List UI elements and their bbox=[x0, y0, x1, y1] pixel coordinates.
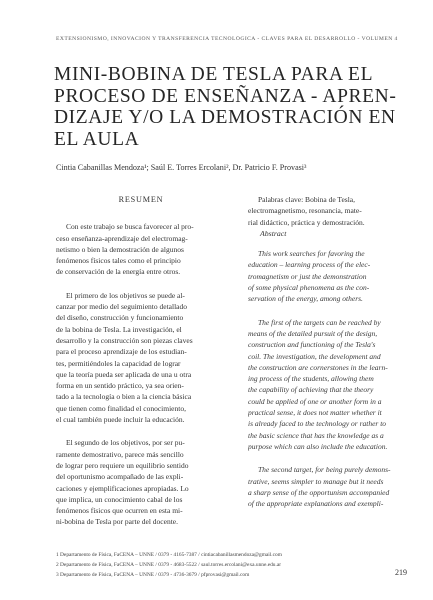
text-line: caciones y ejemplificaciones apropiadas. Lo bbox=[56, 483, 189, 493]
text-line: El segundo de los objetivos, por ser pu- bbox=[66, 438, 185, 448]
text-line: education – learning process of the elec- bbox=[248, 260, 371, 270]
text-line: fenómenos físicos tales como el principio bbox=[56, 256, 181, 266]
text-line: ramente demostrativo, parece más sencillo bbox=[56, 449, 184, 459]
text-line: rial didáctico, práctica y demostración. bbox=[248, 217, 365, 227]
text-line: que la teoría pueda ser aplicada de una u otra bbox=[56, 369, 192, 379]
left-column bbox=[56, 194, 226, 528]
resumen-heading: RESUMEN bbox=[118, 195, 164, 204]
text-line: tromagnetism or just the demonstration bbox=[248, 271, 367, 281]
running-header: EXTENSIONISMO, INNOVACIÓN Y TRANSFERENCIA TECNOLÓGICA - CLAVES PARA EL DESARROLLO - VOLUMEN 4 bbox=[56, 36, 398, 42]
text-line: de conservación de la energía entre otros. bbox=[56, 267, 181, 277]
abstract-paragraph bbox=[248, 248, 416, 304]
footnote: 3 Departamento de Física, FaCENA – UNNE / 0379 - 4736-3679 / pfprovasi@gmail.com bbox=[56, 572, 250, 578]
text-line: means of the detailed pursuit of the design, bbox=[248, 328, 378, 338]
text-line: netismo o bien la demostración de algunos bbox=[56, 244, 184, 254]
resumen-paragraph bbox=[56, 437, 226, 527]
text-line: construction and functioning of the Tesla's bbox=[248, 340, 376, 350]
paper-title bbox=[54, 64, 406, 150]
page-number: 219 bbox=[395, 568, 407, 577]
text-line: The first of the targets can be reached by bbox=[258, 317, 381, 327]
text-line: servation of the energy, among others. bbox=[248, 294, 363, 304]
text-line: ceso enseñanza-aprendizaje del electromag- bbox=[56, 233, 188, 243]
text-line: ing process of the students, allowing them bbox=[248, 374, 374, 384]
text-line: is already faced to the technology or rather to bbox=[248, 419, 387, 429]
title-line: EL AULA bbox=[54, 128, 140, 150]
text-line: fenómenos físicos que ocurren en esta mi- bbox=[56, 506, 183, 516]
text-line: practical sense, it does not matter whether it bbox=[248, 408, 382, 418]
title-line: PROCESO DE ENSEÑANZA - APREN- bbox=[54, 85, 397, 107]
text-line: tes, permitiéndoles la capacidad de lograr bbox=[56, 358, 181, 368]
title-line: MINI-BOBINA DE TESLA PARA EL bbox=[54, 64, 374, 85]
text-line: coil. The investigation, the development and bbox=[248, 351, 381, 361]
abstract-heading: Abstract bbox=[260, 228, 287, 238]
author-list: Cintia Cabanillas Mendoza¹; Saúl E. Torres Ercolani², Dr. Patricio F. Provasi³ bbox=[56, 163, 307, 172]
abstract-paragraph bbox=[248, 464, 416, 509]
text-line: of some physical phenomena as the con- bbox=[248, 283, 370, 293]
text-line: purpose which can also include the education. bbox=[248, 441, 388, 451]
text-line: the basic science that has the knowledge as a bbox=[248, 430, 384, 440]
text-line: que implica, un conocimiento cabal de los bbox=[56, 494, 183, 504]
text-line: que tienen como finalidad el conocimiento, bbox=[56, 403, 186, 413]
text-line: a sharp sense of the opportunism accompanied bbox=[248, 487, 390, 497]
resumen-paragraph bbox=[56, 221, 226, 277]
text-line: El primero de los objetivos se puede al- bbox=[66, 290, 185, 300]
text-line: ni-bobina de Tesla por parte del docente. bbox=[56, 517, 178, 527]
text-line: could be applied of one or another form in a bbox=[248, 396, 382, 406]
text-line: trative, seems simpler to manage but it needs bbox=[248, 476, 384, 486]
text-line: del oportunismo acompañado de las expli- bbox=[56, 472, 184, 482]
text-line: desarrollo y la construcción son piezas claves bbox=[56, 335, 193, 345]
title-line: DIZAJE Y/O LA DEMOSTRACIÓN EN bbox=[54, 107, 396, 128]
footnotes bbox=[56, 550, 416, 580]
text-line: the construction are cornerstones in the learn- bbox=[248, 362, 388, 372]
abstract-paragraph bbox=[248, 317, 416, 453]
footnote: 1 Departamento de Física, FaCENA – UNNE / 0379 - 4165-7387 / cintiacabanillasmendoza@gmail.com bbox=[56, 552, 282, 558]
resumen-paragraph bbox=[56, 290, 226, 426]
text-line: para el proceso aprendizaje de los estudian- bbox=[56, 347, 187, 357]
text-line: Con este trabajo se busca favorecer al pro- bbox=[66, 222, 194, 232]
text-line: del diseño, construcción y funcionamiento bbox=[56, 313, 184, 323]
text-line: forma en un sentido práctico, ya sea orien- bbox=[56, 381, 184, 391]
text-line: This work searches for favoring the bbox=[258, 249, 365, 259]
text-line: el cual también puede incluir la educación. bbox=[56, 415, 185, 425]
text-line: electromagnetismo, resonancia, mate- bbox=[248, 206, 362, 216]
right-column bbox=[248, 194, 416, 509]
text-line: de lograr pero requiere un equilibrio sentido bbox=[56, 460, 189, 470]
footnote: 2 Departamento de Física, FaCENA – UNNE / 0379 - 4683-5522 / saul.torres.ercolani@exa.unne.edu.ar bbox=[56, 562, 282, 568]
text-line: de la bobina de Tesla. La investigación, el bbox=[56, 324, 182, 334]
keywords bbox=[248, 194, 416, 228]
text-line: The second target, for being purely demons- bbox=[258, 465, 391, 475]
text-line: of the appropriate explanations and exempli- bbox=[248, 499, 384, 509]
text-line: Palabras clave: Bobina de Tesla, bbox=[258, 195, 356, 204]
abstract-body bbox=[248, 248, 416, 509]
text-line: canzar por medio del seguimiento detallado bbox=[56, 302, 187, 312]
text-line: the capability of achieving that the theory bbox=[248, 385, 374, 395]
text-line: tado a la tecnología o bien a la ciencia básica bbox=[56, 392, 192, 402]
